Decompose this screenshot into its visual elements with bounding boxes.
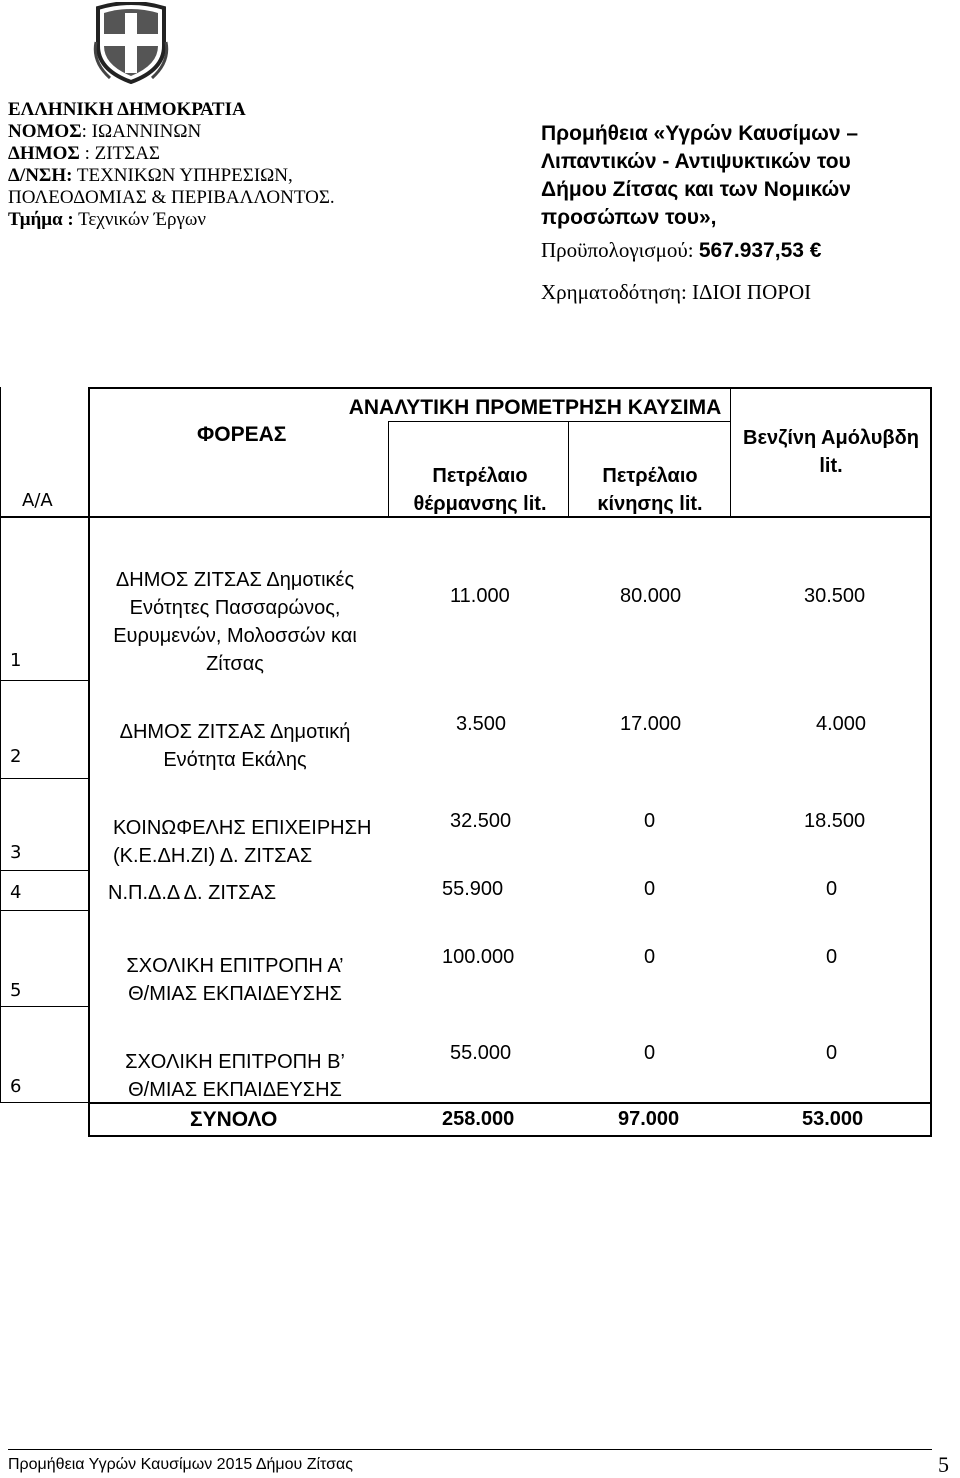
directorate-line: Δ/ΝΣΗ: ΤΕΧΝΙΚΩΝ ΥΠΗΡΕΣΙΩΝ,	[8, 165, 293, 186]
unleaded-value: 0	[826, 1042, 838, 1064]
page-number: 5	[938, 1452, 949, 1477]
total-label: ΣΥΝΟΛΟ	[190, 1108, 278, 1131]
col-diesel-header: Πετρέλαιο κίνησης lit.	[597, 465, 703, 515]
total-heating-oil: 258.000	[442, 1108, 515, 1130]
row-number: 1	[10, 650, 22, 671]
total-diesel: 97.000	[618, 1108, 680, 1130]
procurement-title: Προμήθεια «Υγρών Καυσίμων – Λιπαντικών - Αντιψυκτικών του Δήμου Ζίτσας και των Νομικών προσώπων του»,	[541, 122, 859, 229]
diesel-value: 0	[644, 810, 656, 832]
unleaded-value: 18.500	[804, 810, 866, 832]
row-entity: ΚΟΙΝΩΦΕΛΗΣ ΕΠΙΧΕΙΡΗΣΗ (Κ.Ε.ΔΗ.ΖΙ) Δ. ΖΙΤΣΑΣ	[113, 817, 372, 867]
row-number: 3	[10, 842, 22, 863]
greek-coat-of-arms-icon	[92, 2, 170, 84]
diesel-value: 17.000	[620, 713, 682, 735]
unleaded-value: 4.000	[816, 713, 867, 735]
row-number: 5	[10, 980, 22, 1001]
total-unleaded: 53.000	[802, 1108, 864, 1130]
heating-oil-value: 100.000	[442, 946, 515, 968]
row-number: 2	[10, 746, 22, 767]
row-entity: ΣΧΟΛΙΚΗ ΕΠΙΤΡΟΠΗ Β’ Θ/ΜΙΑΣ ΕΚΠΑΙΔΕΥΣΗΣ	[125, 1051, 345, 1101]
budget-line: Προϋπολογισμού: 567.937,53 €	[541, 238, 822, 262]
heating-oil-value: 55.900	[442, 878, 504, 900]
unleaded-value: 30.500	[804, 585, 866, 607]
group-header: ΑΝΑΛΥΤΙΚΗ ΠΡΟΜΕΤΡΗΣΗ ΚΑΥΣΙΜΑ	[348, 396, 722, 419]
col-aa-header: Α/Α	[22, 490, 53, 511]
diesel-value: 0	[644, 878, 656, 900]
footer-divider	[8, 1449, 932, 1450]
row-entity: ΔΗΜΟΣ ΖΙΤΣΑΣ Δημοτικές Ενότητες Πασσαρώνος, Ευρυμενών, Μολοσσών και Ζίτσας	[113, 569, 357, 675]
country-name: ΕΛΛΗΝΙΚΗ ΔΗΜΟΚΡΑΤΙΑ	[8, 99, 246, 120]
unleaded-value: 0	[826, 878, 838, 900]
row-number: 6	[10, 1076, 22, 1097]
department-line: Τμήμα : Τεχνικών Έργων	[8, 209, 206, 230]
budget-amount: 567.937,53 €	[698, 239, 822, 262]
row-entity: ΣΧΟΛΙΚΗ ΕΠΙΤΡΟΠΗ Α’ Θ/ΜΙΑΣ ΕΚΠΑΙΔΕΥΣΗΣ	[126, 955, 344, 1005]
heating-oil-value: 3.500	[456, 713, 507, 735]
footer-text: Προμήθεια Υγρών Καυσίμων 2015 Δήμου Ζίτσας	[8, 1456, 353, 1473]
municipality-line: ΔΗΜΟΣ : ΖΙΤΣΑΣ	[8, 143, 160, 164]
issuer-block	[8, 99, 335, 231]
diesel-value: 80.000	[620, 585, 682, 607]
unleaded-value: 0	[826, 946, 838, 968]
funding-line: Χρηματοδότηση: ΙΔΙΟΙ ΠΟΡΟΙ	[541, 280, 812, 304]
diesel-value: 0	[644, 1042, 656, 1064]
heating-oil-value: 32.500	[450, 810, 512, 832]
heating-oil-value: 55.000	[450, 1042, 512, 1064]
directorate-line-2: ΠΟΛΕΟΔΟΜΙΑΣ & ΠΕΡΙΒΑΛΛΟΝΤΟΣ.	[8, 187, 335, 208]
col-heating-oil-header: Πετρέλαιο θέρμανσης lit.	[413, 465, 547, 515]
prefecture-line: ΝΟΜΟΣ: ΙΩΑΝΝΙΝΩΝ	[8, 121, 202, 142]
col-unleaded-header: Βενζίνη Αμόλυβδη lit.	[743, 427, 919, 477]
col-foreas-header: ΦΟΡΕΑΣ	[197, 423, 287, 446]
heating-oil-value: 11.000	[450, 585, 510, 607]
row-number: 4	[10, 882, 22, 903]
diesel-value: 0	[644, 946, 656, 968]
row-entity: ΔΗΜΟΣ ΖΙΤΣΑΣ Δημοτική Ενότητα Εκάλης	[119, 721, 351, 771]
row-entity: Ν.Π.Δ.Δ Δ. ΖΙΤΣΑΣ	[108, 882, 277, 904]
